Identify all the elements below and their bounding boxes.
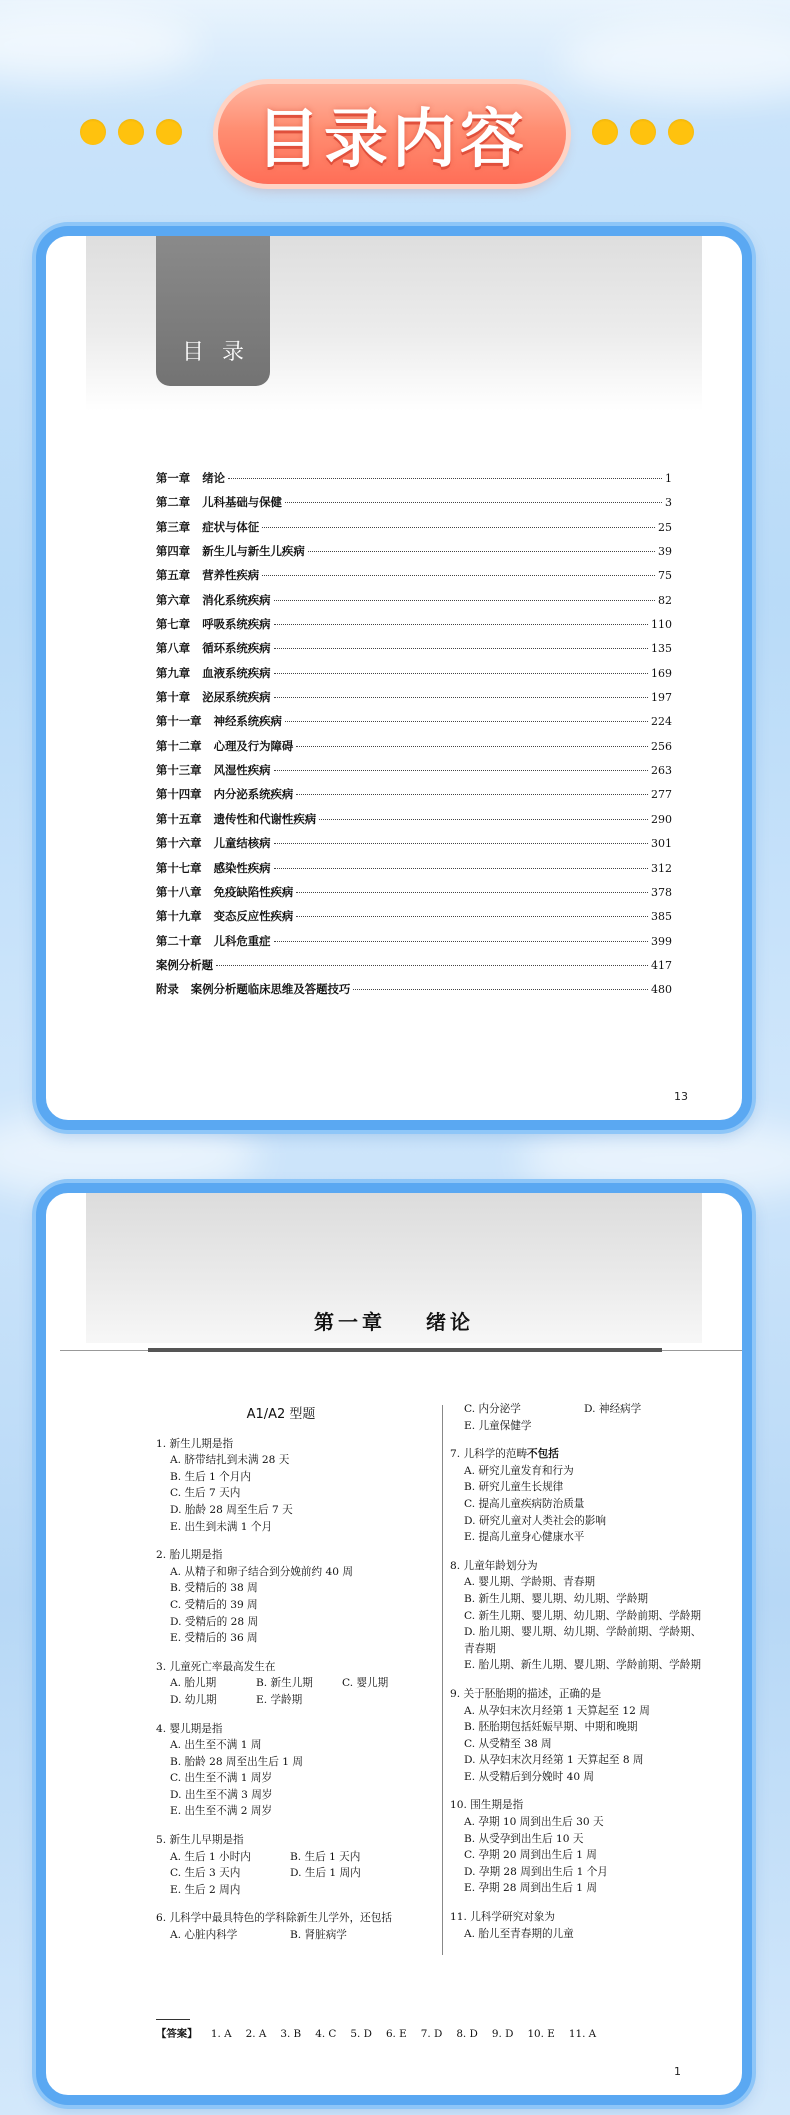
toc-page-number: 378: [651, 885, 672, 899]
option: E. 出生到未满 1 个月: [170, 1520, 273, 1533]
toc-page-number: 3: [665, 496, 672, 510]
question-stem: 10. 围生期是指: [450, 1799, 524, 1812]
option: C. 孕期 20 周到出生后 1 周: [464, 1849, 597, 1862]
toc-entry: [156, 738, 672, 762]
answer-item: 10. E: [527, 2028, 555, 2040]
toc-leader-dots: [274, 843, 648, 844]
toc-chapter-label: 第七章: [156, 617, 191, 632]
option: A. 从精子和卵子结合到分娩前约 40 周: [170, 1565, 353, 1578]
toc-entry: [156, 957, 672, 981]
option: C. 生后 3 天内: [170, 1867, 241, 1880]
answer-item: 8. D: [456, 2028, 478, 2040]
option-row: [156, 1927, 436, 1944]
option: B. 从受孕到出生后 10 天: [464, 1832, 584, 1845]
toc-chapter-label: 第五章: [156, 568, 191, 583]
chapter-name: 绪论: [426, 1310, 474, 1334]
option: B. 研究儿童生长规律: [464, 1481, 564, 1494]
toc-entry: [156, 616, 672, 640]
question-5: [156, 1832, 436, 1898]
toc-entry: [156, 981, 672, 1005]
toc-page-number: 1: [665, 472, 672, 485]
toc-entry: [156, 908, 672, 932]
toc-chapter-label: 第十章: [156, 690, 191, 705]
option: D. 胎龄 28 周至生后 7 天: [170, 1503, 293, 1516]
toc-page-number: 399: [651, 934, 672, 948]
option: E. 孕期 28 周到出生后 1 周: [464, 1882, 597, 1895]
answer-key: [156, 2025, 610, 2040]
toc-chapter-label: 第十七章: [156, 860, 202, 875]
banner-title: 目录内容: [256, 103, 528, 177]
option: D. 生后 1 周内: [290, 1867, 361, 1880]
toc-leader-dots: [319, 819, 648, 820]
answer-item: 7. D: [420, 2028, 443, 2040]
question-1: [156, 1436, 436, 1536]
toc-chapter-label: 第十二章: [156, 738, 202, 753]
chapter-title: [46, 1306, 742, 1335]
toc-entry: [156, 689, 672, 713]
question-stem: 3. 儿童死亡率最高发生在: [156, 1660, 276, 1673]
toc-chapter-title: 案例分析题临床思维及答题技巧: [190, 982, 351, 997]
option: A. 婴儿期、学龄期、青春期: [464, 1576, 595, 1589]
toc-chapter-label: 附录: [156, 982, 179, 997]
toc-leader-dots: [216, 965, 648, 966]
question-stem: [450, 1446, 704, 1463]
option: D. 从孕妇末次月经第 1 天算起至 8 周: [464, 1754, 644, 1767]
toc-leader-dots: [308, 551, 655, 552]
toc-chapter-title: 免疫缺陷性疾病: [213, 884, 294, 899]
toc-leader-dots: [296, 892, 648, 893]
question-9: [450, 1686, 704, 1786]
title-banner: [0, 78, 790, 188]
toc-leader-dots: [274, 770, 648, 771]
answer-item: 11. A: [568, 2028, 597, 2040]
toc-entry: [156, 835, 672, 859]
toc-page-number: 82: [658, 593, 672, 607]
question-stem: 2. 胎儿期是指: [156, 1549, 223, 1562]
question-8: [450, 1558, 704, 1674]
option: E. 受精后的 36 周: [170, 1632, 258, 1645]
toc-page-number: 301: [651, 837, 672, 851]
question-2: [156, 1547, 436, 1647]
toc-entry: [156, 860, 672, 884]
answer-key-label: 【答案】: [156, 2028, 198, 2040]
option: B. 生后 1 个月内: [170, 1470, 251, 1483]
option: B. 生后 1 天内: [290, 1850, 361, 1863]
option-row: [156, 1865, 436, 1882]
option: C. 内分泌学: [464, 1403, 521, 1415]
toc-chapter-label: 第十六章: [156, 836, 202, 851]
option: C. 从受精至 38 周: [464, 1737, 552, 1750]
option: B. 新生儿期: [256, 1677, 313, 1690]
question-6: [156, 1910, 436, 1943]
answers-rule: [156, 2019, 190, 2020]
option-row: [450, 1401, 704, 1418]
question-stem-emphasis: 不包括: [527, 1448, 559, 1461]
toc-chapter-label: 第十九章: [156, 909, 202, 924]
toc-page-number: 263: [651, 764, 672, 778]
option: E. 胎儿期、新生儿期、婴儿期、学龄前期、学龄期: [464, 1659, 701, 1672]
toc-chapter-title: 遗传性和代谢性疾病: [213, 811, 317, 826]
option: B. 受精后的 38 周: [170, 1582, 258, 1595]
toc-chapter-label: 第九章: [156, 665, 191, 680]
toc-chapter-label: 第十八章: [156, 884, 202, 899]
option: C. 新生儿期、婴儿期、幼儿期、学龄前期、学龄期: [464, 1609, 701, 1622]
option: E. 出生至不满 2 周岁: [170, 1805, 273, 1818]
section-heading: A1/A2 型题: [246, 1407, 316, 1422]
option: D. 受精后的 28 周: [170, 1615, 259, 1628]
toc-entry: [156, 519, 672, 543]
answer-item: 3. B: [280, 2028, 302, 2040]
toc-chapter-label: 第十一章: [156, 714, 202, 729]
option: B. 新生儿期、婴儿期、幼儿期、学龄期: [464, 1592, 649, 1605]
option: D. 胎儿期、婴儿期、幼儿期、学龄前期、学龄期、青春期: [464, 1626, 702, 1655]
chapter-rule: [148, 1348, 662, 1352]
toc-entry: [156, 811, 672, 835]
toc-chapter-title: 心理及行为障碍: [213, 738, 294, 753]
column-divider: [442, 1405, 443, 1955]
option-row: [156, 1675, 436, 1692]
option: A. 心脏内科学: [170, 1929, 238, 1942]
toc-tab: [156, 236, 270, 386]
toc-page-number: 197: [651, 691, 672, 705]
toc-leader-dots: [296, 916, 648, 917]
answer-item: 9. D: [491, 2028, 514, 2040]
toc-chapter-title: 消化系统疾病: [202, 592, 271, 607]
toc-chapter-title: 症状与体征: [202, 519, 260, 534]
option: D. 神经病学: [584, 1403, 642, 1415]
toc-page-number: 417: [651, 958, 672, 972]
toc-entry: [156, 640, 672, 664]
divider-line: [662, 1350, 748, 1351]
option: A. 胎儿期: [170, 1677, 217, 1690]
toc-chapter-label: 第二章: [156, 495, 191, 510]
toc-page-number: 224: [651, 715, 672, 729]
toc-chapter-label: 第三章: [156, 519, 191, 534]
toc-entry: [156, 665, 672, 689]
option: D. 出生至不满 3 周岁: [170, 1788, 273, 1801]
toc-leader-dots: [262, 575, 655, 576]
answer-item: 6. E: [385, 2028, 407, 2040]
page-number: 1: [674, 2065, 681, 2078]
toc-chapter-title: 儿科危重症: [213, 933, 271, 948]
toc-chapter-title: 循环系统疾病: [202, 641, 271, 656]
option: D. 孕期 28 周到出生后 1 个月: [464, 1865, 608, 1878]
page-number: 13: [674, 1090, 688, 1103]
toc-chapter-title: 风湿性疾病: [213, 763, 271, 778]
option: C. 生后 7 天内: [170, 1487, 241, 1500]
toc-chapter-title: 泌尿系统疾病: [202, 690, 271, 705]
question-7: [450, 1446, 704, 1546]
option: E. 儿童保健学: [464, 1419, 532, 1432]
toc-page-number: 277: [651, 788, 672, 802]
toc-entry: [156, 933, 672, 957]
toc-entry: [156, 494, 672, 518]
question-stem: 11. 儿科学研究对象为: [450, 1911, 555, 1924]
toc-chapter-label: 第六章: [156, 592, 191, 607]
toc-chapter-title: 感染性疾病: [213, 860, 271, 875]
answer-item: 1. A: [210, 2028, 232, 2040]
toc-leader-dots: [274, 648, 648, 649]
option: A. 脐带结扎到未满 28 天: [170, 1454, 290, 1467]
option: C. 受精后的 39 周: [170, 1598, 258, 1611]
cloud-decoration: [0, 10, 200, 80]
toc-chapter-label: 第四章: [156, 544, 191, 559]
question-10: [450, 1797, 704, 1897]
option: A. 胎儿至青春期的儿童: [464, 1927, 574, 1940]
question-3: [156, 1659, 436, 1709]
question-stem: 8. 儿童年龄划分为: [450, 1559, 538, 1572]
option: A. 孕期 10 周到出生后 30 天: [464, 1816, 604, 1829]
toc-leader-dots: [296, 746, 648, 747]
toc-page-number: 75: [658, 569, 672, 583]
toc-entry: [156, 567, 672, 591]
toc-entry: [156, 713, 672, 737]
question-6-continued: [450, 1401, 704, 1434]
toc-leader-dots: [285, 721, 648, 722]
toc-leader-dots: [228, 478, 662, 479]
option: E. 学龄期: [256, 1693, 303, 1706]
option: A. 研究儿童发育和行为: [464, 1464, 574, 1477]
toc-chapter-title: 呼吸系统疾病: [202, 617, 271, 632]
option: E. 生后 2 周内: [170, 1883, 241, 1896]
option: A. 生后 1 小时内: [170, 1850, 251, 1863]
toc-page-number: 169: [651, 666, 672, 680]
toc-leader-dots: [285, 502, 662, 503]
toc-chapter-label: 第二十章: [156, 933, 202, 948]
option: A. 出生至不满 1 周: [170, 1739, 262, 1752]
toc-entry: [156, 884, 672, 908]
toc-leader-dots: [274, 697, 648, 698]
toc-page-number: 312: [651, 861, 672, 875]
toc-chapter-title: 儿科基础与保健: [202, 495, 282, 510]
option-row: [156, 1849, 436, 1866]
toc-page-number: 39: [658, 545, 672, 559]
question-4: [156, 1721, 436, 1821]
toc-page-number: 25: [658, 520, 672, 534]
decorative-dots-right: [592, 119, 694, 145]
title-pill: [218, 84, 566, 184]
divider-line: [60, 1350, 148, 1351]
toc-entry: [156, 470, 672, 494]
toc-page-number: 135: [651, 642, 672, 656]
toc-page-number: 256: [651, 739, 672, 753]
toc-leader-dots: [296, 794, 648, 795]
toc-chapter-title: 新生儿与新生儿疾病: [202, 544, 305, 559]
question-stem: 9. 关于胚胎期的描述，正确的是: [450, 1687, 602, 1700]
toc-tab-label: 目录: [181, 340, 262, 365]
toc-leader-dots: [274, 941, 648, 942]
chapter-page-card: [36, 1183, 752, 2105]
toc-chapter-label: 案例分析题: [156, 957, 213, 972]
option: B. 肾脏病学: [290, 1929, 347, 1942]
toc-chapter-label: 第八章: [156, 641, 191, 656]
toc-list: [156, 470, 672, 1006]
toc-chapter-title: 营养性疾病: [202, 568, 260, 583]
option: C. 提高儿童疾病防治质量: [464, 1497, 585, 1510]
toc-page-number: 480: [651, 983, 672, 997]
question-stem: 1. 新生儿期是指: [156, 1437, 234, 1450]
toc-page-number: 290: [651, 812, 672, 826]
toc-chapter-label: 第十五章: [156, 811, 202, 826]
answer-item: 2. A: [245, 2028, 267, 2040]
toc-leader-dots: [274, 868, 648, 869]
option: D. 幼儿期: [170, 1693, 217, 1706]
toc-entry: [156, 786, 672, 810]
option: E. 提高儿童身心健康水平: [464, 1531, 585, 1544]
option: C. 婴儿期: [342, 1677, 389, 1690]
toc-entry: [156, 762, 672, 786]
answer-item: 4. C: [315, 2028, 337, 2040]
toc-chapter-title: 儿童结核病: [213, 836, 271, 851]
question-stem: 5. 新生儿早期是指: [156, 1834, 244, 1847]
question-stem: 6. 儿科学中最具特色的学科除新生儿学外，还包括: [156, 1912, 392, 1925]
toc-page-card: [36, 226, 752, 1130]
question-stem-text: 7. 儿科学的范畴: [450, 1448, 528, 1461]
toc-chapter-title: 血液系统疾病: [202, 665, 271, 680]
answer-item: 5. D: [350, 2028, 372, 2040]
toc-leader-dots: [274, 600, 655, 601]
option: D. 研究儿童对人类社会的影响: [464, 1514, 606, 1527]
toc-chapter-label: 第十三章: [156, 763, 202, 778]
toc-chapter-title: 绪论: [202, 471, 225, 485]
toc-page-number: 110: [651, 618, 672, 632]
toc-entry: [156, 543, 672, 567]
question-11: [450, 1909, 704, 1942]
toc-leader-dots: [353, 989, 648, 990]
option: B. 胚胎期包括妊娠早期、中期和晚期: [464, 1721, 638, 1734]
toc-leader-dots: [274, 673, 648, 674]
toc-leader-dots: [262, 527, 655, 528]
option: C. 出生至不满 1 周岁: [170, 1772, 273, 1785]
toc-chapter-title: 变态反应性疾病: [213, 909, 294, 924]
toc-leader-dots: [274, 624, 648, 625]
decorative-dots-left: [80, 119, 182, 145]
option: E. 从受精后到分娩时 40 周: [464, 1770, 595, 1783]
question-stem: 4. 婴儿期是指: [156, 1722, 223, 1735]
right-column: [450, 1401, 704, 1954]
toc-chapter-label: 第十四章: [156, 787, 202, 802]
option: B. 胎龄 28 周至出生后 1 周: [170, 1755, 303, 1768]
toc-entry: [156, 592, 672, 616]
option: A. 从孕妇末次月经第 1 天算起至 12 周: [464, 1704, 650, 1717]
chapter-label: 第一章: [314, 1310, 386, 1334]
toc-page-number: 385: [651, 910, 672, 924]
option-row: [156, 1692, 436, 1709]
toc-chapter-title: 内分泌系统疾病: [213, 787, 294, 802]
toc-chapter-label: 第一章: [156, 471, 191, 485]
toc-chapter-title: 神经系统疾病: [213, 714, 282, 729]
left-column: [156, 1401, 436, 1956]
